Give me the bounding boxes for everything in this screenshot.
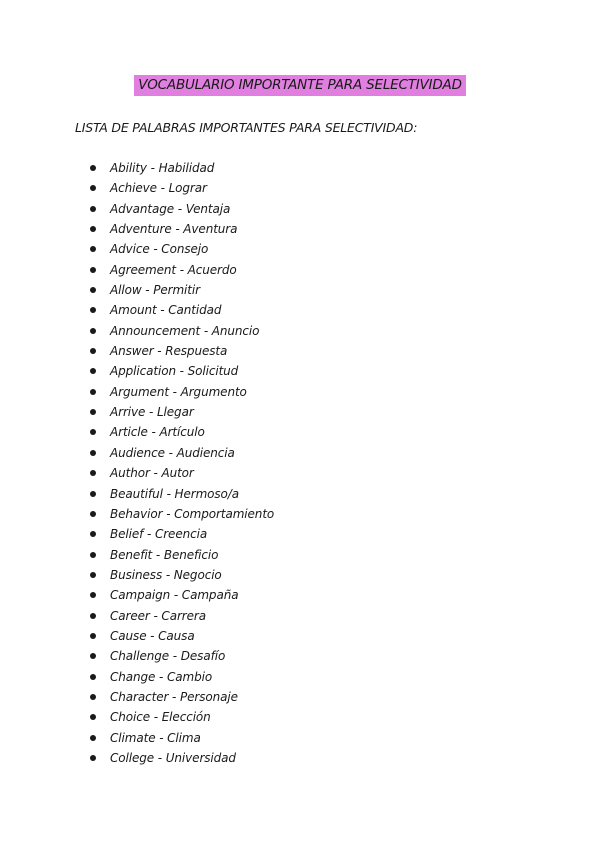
bullet-icon bbox=[90, 226, 96, 232]
bullet-icon bbox=[90, 735, 96, 741]
list-item-text: Benefit - Beneficio bbox=[110, 547, 219, 562]
bullet-icon bbox=[90, 613, 96, 619]
list-item-text: Change - Cambio bbox=[110, 669, 213, 684]
bullet-icon bbox=[90, 450, 96, 456]
list-item-text: Agreement - Acuerdo bbox=[110, 262, 237, 277]
list-item-text: Choice - Elección bbox=[110, 710, 211, 725]
list-item bbox=[90, 707, 274, 727]
bullet-icon bbox=[90, 470, 96, 476]
bullet-icon bbox=[90, 328, 96, 334]
list-item bbox=[90, 504, 274, 524]
list-item-text: Challenge - Desafío bbox=[110, 649, 226, 664]
bullet-icon bbox=[90, 592, 96, 598]
bullet-icon bbox=[90, 653, 96, 659]
list-item-text: Arrive - Llegar bbox=[110, 405, 194, 420]
list-item bbox=[90, 402, 274, 422]
list-item bbox=[90, 646, 274, 666]
bullet-icon bbox=[90, 246, 96, 252]
bullet-icon bbox=[90, 368, 96, 374]
list-item bbox=[90, 260, 274, 280]
list-item-text: Author - Autor bbox=[110, 466, 194, 481]
list-item-text: Adventure - Aventura bbox=[110, 222, 238, 237]
list-item-text: Argument - Argumento bbox=[110, 384, 247, 399]
bullet-icon bbox=[90, 429, 96, 435]
list-item bbox=[90, 219, 274, 239]
list-item bbox=[90, 280, 274, 300]
list-item-text: Behavior - Comportamiento bbox=[110, 506, 275, 521]
list-item-text: College - Universidad bbox=[110, 750, 236, 765]
bullet-icon bbox=[90, 307, 96, 313]
title-container bbox=[0, 74, 600, 96]
bullet-icon bbox=[90, 531, 96, 537]
list-item-text: Advantage - Ventaja bbox=[110, 201, 231, 216]
list-item-text: Beautiful - Hermoso/a bbox=[110, 486, 239, 501]
list-item bbox=[90, 748, 274, 768]
list-item bbox=[90, 341, 274, 361]
list-item bbox=[90, 626, 274, 646]
list-item bbox=[90, 524, 274, 544]
bullet-icon bbox=[90, 185, 96, 191]
list-item bbox=[90, 178, 274, 198]
list-item bbox=[90, 321, 274, 341]
list-item-text: Character - Personaje bbox=[110, 689, 238, 704]
bullet-icon bbox=[90, 348, 96, 354]
list-item-text: Announcement - Anuncio bbox=[110, 323, 260, 338]
list-item bbox=[90, 422, 274, 442]
list-item-text: Career - Carrera bbox=[110, 608, 206, 623]
bullet-icon bbox=[90, 511, 96, 517]
bullet-icon bbox=[90, 633, 96, 639]
list-item bbox=[90, 300, 274, 320]
list-item bbox=[90, 443, 274, 463]
bullet-icon bbox=[90, 674, 96, 680]
list-item bbox=[90, 199, 274, 219]
list-item-text: Advice - Consejo bbox=[110, 242, 209, 257]
list-item bbox=[90, 545, 274, 565]
list-item-text: Campaign - Campaña bbox=[110, 588, 239, 603]
bullet-icon bbox=[90, 572, 96, 578]
bullet-icon bbox=[90, 409, 96, 415]
list-item-text: Amount - Cantidad bbox=[110, 303, 222, 318]
list-item bbox=[90, 565, 274, 585]
list-item-text: Business - Negocio bbox=[110, 567, 222, 582]
bullet-icon bbox=[90, 287, 96, 293]
list-item-text: Allow - Permitir bbox=[110, 283, 200, 298]
list-item bbox=[90, 484, 274, 504]
list-item bbox=[90, 687, 274, 707]
bullet-icon bbox=[90, 552, 96, 558]
bullet-icon bbox=[90, 389, 96, 395]
document-subtitle: LISTA DE PALABRAS IMPORTANTES PARA SELECTIVIDAD: bbox=[75, 120, 418, 135]
list-item-text: Climate - Clima bbox=[110, 730, 201, 745]
list-item-text: Answer - Respuesta bbox=[110, 344, 228, 359]
list-item-text: Cause - Causa bbox=[110, 628, 195, 643]
list-item bbox=[90, 239, 274, 259]
list-item-text: Application - Solicitud bbox=[110, 364, 239, 379]
list-item-text: Audience - Audiencia bbox=[110, 445, 235, 460]
document-title: VOCABULARIO IMPORTANTE PARA SELECTIVIDAD bbox=[134, 75, 466, 96]
list-item-text: Ability - Habilidad bbox=[110, 161, 215, 175]
list-item bbox=[90, 585, 274, 605]
list-item bbox=[90, 728, 274, 748]
list-item bbox=[90, 606, 274, 626]
list-item-text: Article - Artículo bbox=[110, 425, 205, 440]
list-item bbox=[90, 361, 274, 381]
list-item bbox=[90, 463, 274, 483]
bullet-icon bbox=[90, 755, 96, 761]
bullet-icon bbox=[90, 694, 96, 700]
list-item bbox=[90, 667, 274, 687]
list-item bbox=[90, 382, 274, 402]
list-item-text: Achieve - Lograr bbox=[110, 181, 207, 196]
bullet-icon bbox=[90, 491, 96, 497]
bullet-icon bbox=[90, 206, 96, 212]
bullet-icon bbox=[90, 267, 96, 273]
bullet-icon bbox=[90, 714, 96, 720]
bullet-icon bbox=[90, 165, 96, 171]
list-item-text: Belief - Creencia bbox=[110, 527, 208, 542]
vocabulary-list bbox=[90, 158, 274, 768]
list-item bbox=[90, 158, 274, 178]
